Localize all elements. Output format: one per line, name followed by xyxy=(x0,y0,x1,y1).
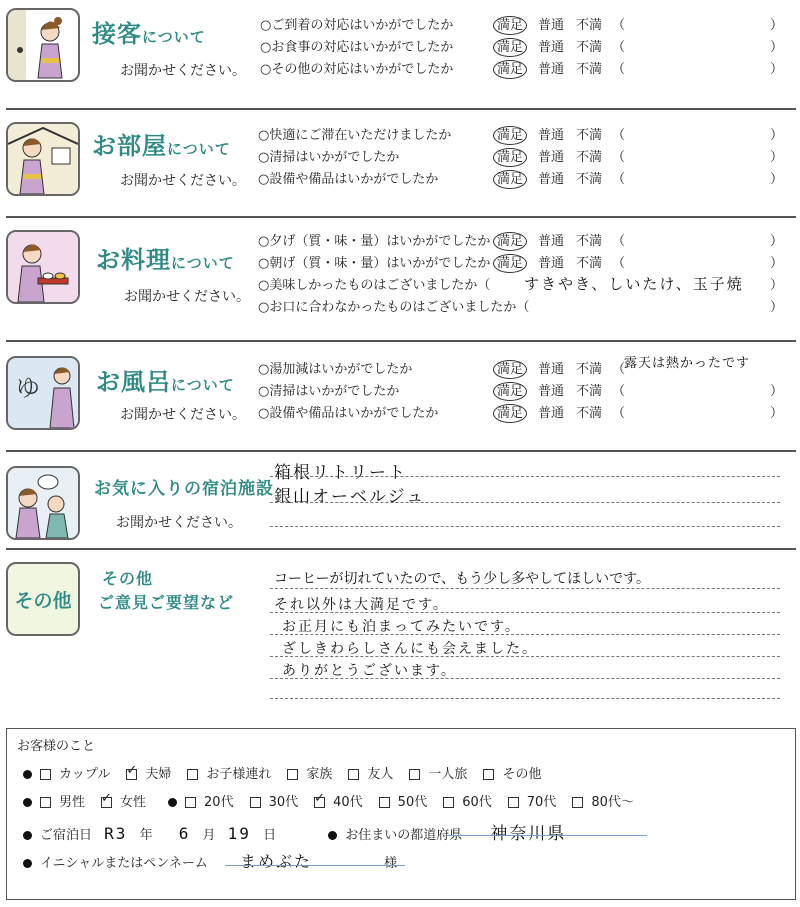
reception-illustration xyxy=(6,8,80,82)
option-label: 女性 xyxy=(120,795,147,810)
answer-line xyxy=(270,502,780,503)
open-paren: （ xyxy=(612,234,626,249)
checkbox-icon[interactable] xyxy=(40,797,51,808)
penname-underline xyxy=(225,865,405,866)
question-text: ○お口に合わなかったものはございましたか（ xyxy=(258,300,530,315)
option-label: 20代 xyxy=(204,795,234,810)
section-title-other: その他 xyxy=(102,569,154,588)
penname-value: まめぶた xyxy=(239,852,312,871)
section-subtitle: お聞かせください。 xyxy=(116,515,242,531)
open-paren: （ xyxy=(612,62,626,77)
rating-option-dissatisfied[interactable]: 不満 xyxy=(576,18,603,33)
age-option[interactable] xyxy=(379,795,436,810)
close-paren: ） xyxy=(770,300,784,315)
section-divider xyxy=(6,548,796,550)
year-unit: 年 xyxy=(139,828,153,843)
section-subtitle: お聞かせください。 xyxy=(124,289,250,305)
question-text: ○湯加減はいかがでしたか xyxy=(258,362,413,377)
handwritten-favorite-inn: 銀山オーベルジュ xyxy=(274,487,426,507)
close-paren: ） xyxy=(770,278,784,293)
age-option[interactable] xyxy=(508,795,565,810)
section-subtitle: お聞かせください。 xyxy=(120,407,246,423)
close-paren: ） xyxy=(770,234,784,249)
checkbox-icon[interactable] xyxy=(314,797,325,808)
rating-option-normal[interactable]: 普通 xyxy=(538,406,565,421)
close-paren: ） xyxy=(770,172,784,187)
stay-month: 6 xyxy=(178,824,191,843)
stay-date-row xyxy=(23,819,574,844)
answer-line xyxy=(270,678,780,679)
open-paren: （ xyxy=(612,406,626,421)
prefecture-label: お住まいの都道府県 xyxy=(345,828,463,843)
penname-label: イニシャルまたはペンネーム xyxy=(40,856,208,871)
open-paren: （ xyxy=(612,384,626,399)
stay-era: R3 xyxy=(104,824,128,843)
rating-option-normal[interactable]: 普通 xyxy=(538,172,565,187)
rating-option-satisfied[interactable]: 満足 xyxy=(498,358,522,377)
age-option[interactable] xyxy=(185,795,242,810)
section-subtitle: お聞かせください。 xyxy=(120,173,246,189)
favorite-inn-illustration xyxy=(6,466,80,540)
checkbox-icon[interactable] xyxy=(348,769,359,780)
checkbox-icon[interactable] xyxy=(409,769,420,780)
close-paren: ） xyxy=(770,18,784,33)
question-text: ○清掃はいかがでしたか xyxy=(258,384,400,399)
section-title-other-line2: ご意見ご要望など xyxy=(98,593,235,612)
companion-option[interactable] xyxy=(409,767,475,782)
companion-option[interactable] xyxy=(483,767,549,782)
gender-option[interactable] xyxy=(101,795,154,810)
close-paren: ） xyxy=(770,406,784,421)
checkbox-icon[interactable] xyxy=(126,769,137,780)
rating-option-normal[interactable]: 普通 xyxy=(538,384,565,399)
close-paren: ） xyxy=(770,128,784,143)
option-label: 40代 xyxy=(333,795,363,810)
rating-option-satisfied[interactable]: 満足 xyxy=(498,230,522,249)
question-text: ○清掃はいかがでしたか xyxy=(258,150,400,165)
question-text: ○美味しかったものはございましたか（ xyxy=(258,278,491,293)
checkbox-icon[interactable] xyxy=(185,797,196,808)
companion-option[interactable] xyxy=(40,767,118,782)
section-title-favorite-inn: お気に入りの宿泊施設 xyxy=(94,479,274,499)
section-title-room: お部屋について xyxy=(92,132,231,160)
checkbox-icon[interactable] xyxy=(187,769,198,780)
handwritten-bath-comment: 露天は熱かったです xyxy=(624,356,751,371)
open-paren: （ xyxy=(612,362,626,377)
rating-option-normal[interactable]: 普通 xyxy=(538,150,565,165)
close-paren: ） xyxy=(770,384,784,399)
customer-heading: お客様のこと xyxy=(17,739,96,754)
section-divider xyxy=(6,340,796,342)
handwritten-comment-line: ありがとうございます。 xyxy=(282,663,457,679)
name-suffix: 様 xyxy=(384,856,398,871)
rating-option-normal[interactable]: 普通 xyxy=(538,62,565,77)
meal-illustration xyxy=(6,230,80,304)
day-unit: 日 xyxy=(263,828,277,843)
rating-option-dissatisfied[interactable]: 不満 xyxy=(576,234,603,249)
open-paren: （ xyxy=(612,172,626,187)
answer-line xyxy=(270,526,780,527)
age-option[interactable] xyxy=(443,795,500,810)
stay-day: 19 xyxy=(227,824,251,843)
rating-option-dissatisfied[interactable]: 不満 xyxy=(576,150,603,165)
companion-option[interactable] xyxy=(126,767,179,782)
checkbox-icon[interactable] xyxy=(250,797,261,808)
open-paren: （ xyxy=(612,256,626,271)
question-text: ○お食事の対応はいかがでしたか xyxy=(260,40,454,55)
room-illustration xyxy=(6,122,80,196)
section-title-bath: お風呂について xyxy=(96,368,235,396)
close-paren: ） xyxy=(770,256,784,271)
checkbox-icon[interactable] xyxy=(40,769,51,780)
section-subtitle: お聞かせください。 xyxy=(120,63,246,79)
bath-sign-text: ゆ xyxy=(16,374,40,402)
rating-option-dissatisfied[interactable]: 不満 xyxy=(576,362,603,377)
open-paren: （ xyxy=(612,128,626,143)
option-label: 30代 xyxy=(268,795,299,810)
checkbox-icon[interactable] xyxy=(483,769,494,780)
rating-option-dissatisfied[interactable]: 不満 xyxy=(576,128,603,143)
checkbox-icon[interactable] xyxy=(443,797,454,808)
answer-line xyxy=(270,634,780,635)
month-unit: 月 xyxy=(202,828,216,843)
rating-option-normal[interactable]: 普通 xyxy=(538,18,565,33)
rating-option-normal[interactable]: 普通 xyxy=(538,234,565,249)
rating-option-dissatisfied[interactable]: 不満 xyxy=(576,62,603,77)
gender-option[interactable] xyxy=(40,795,93,810)
handwritten-comment-line: お正月にも泊まってみたいです。 xyxy=(282,619,521,635)
gender-age-row xyxy=(23,791,650,810)
age-option[interactable] xyxy=(572,795,642,810)
answer-line xyxy=(270,656,780,657)
checkbox-icon[interactable] xyxy=(508,797,519,808)
handwritten-answer-favorite-food: すきやき、しいたけ、玉子焼 xyxy=(524,275,744,293)
age-option[interactable] xyxy=(250,795,307,810)
option-label: 80代〜 xyxy=(591,795,634,810)
answer-line xyxy=(270,476,780,477)
section-title-reception: 接客について xyxy=(92,20,206,48)
rating-option-dissatisfied[interactable]: 不満 xyxy=(576,406,603,421)
rating-option-satisfied[interactable]: 満足 xyxy=(498,58,522,77)
other-section-icon xyxy=(6,562,80,636)
checkbox-icon[interactable] xyxy=(101,797,112,808)
close-paren: ） xyxy=(770,150,784,165)
companion-option[interactable] xyxy=(348,767,401,782)
checkbox-icon[interactable] xyxy=(287,769,298,780)
checkbox-icon[interactable] xyxy=(379,797,390,808)
prefecture-underline xyxy=(447,835,647,836)
rating-option-dissatisfied[interactable]: 不満 xyxy=(576,384,603,399)
option-label: 70代 xyxy=(526,795,557,810)
question-text: ○設備や備品はいかがでしたか xyxy=(258,172,439,187)
section-divider xyxy=(6,216,796,218)
rating-option-satisfied[interactable]: 満足 xyxy=(498,402,522,421)
option-label: 一人旅 xyxy=(428,767,468,782)
rating-option-dissatisfied[interactable]: 不満 xyxy=(576,40,603,55)
checkbox-icon[interactable] xyxy=(572,797,583,808)
rating-option-normal[interactable]: 普通 xyxy=(538,256,565,271)
prefecture-value: 神奈川県 xyxy=(490,824,567,844)
stay-date-label: ご宿泊日 xyxy=(40,828,93,843)
option-label: お子様連れ xyxy=(206,767,272,782)
rating-option-satisfied[interactable]: 満足 xyxy=(498,252,522,271)
section-divider xyxy=(6,450,796,452)
companion-option[interactable] xyxy=(187,767,279,782)
answer-line xyxy=(270,698,780,699)
question-text: ○ご到着の対応はいかがでしたか xyxy=(260,18,454,33)
handwritten-comment-line: ざしきわらしさんにも会えました。 xyxy=(282,641,538,657)
option-label: 家族 xyxy=(306,767,333,782)
handwritten-favorite-inn: 箱根リトリート xyxy=(274,463,407,483)
question-text: ○設備や備品はいかがでしたか xyxy=(258,406,439,421)
answer-line xyxy=(270,612,780,613)
question-text: ○朝げ（質・味・量）はいかがでしたか xyxy=(258,256,491,271)
open-paren: （ xyxy=(612,40,626,55)
rating-option-normal[interactable]: 普通 xyxy=(538,128,565,143)
option-label: その他 xyxy=(502,767,542,782)
rating-option-satisfied[interactable]: 満足 xyxy=(498,14,522,33)
rating-option-satisfied[interactable]: 満足 xyxy=(498,124,522,143)
option-label: 50代 xyxy=(397,795,428,810)
question-text: ○夕げ（質・味・量）はいかがでしたか xyxy=(258,234,491,249)
close-paren: ） xyxy=(770,62,784,77)
bath-illustration xyxy=(6,356,80,430)
close-paren: ） xyxy=(770,40,784,55)
companion-row xyxy=(23,763,557,782)
rating-option-satisfied[interactable]: 満足 xyxy=(498,146,522,165)
rating-option-satisfied[interactable]: 満足 xyxy=(498,168,522,187)
rating-option-normal[interactable]: 普通 xyxy=(538,362,565,377)
handwritten-comment-line: それ以外は大満足です。 xyxy=(274,597,449,613)
question-text: ○その他の対応はいかがでしたか xyxy=(260,62,454,77)
open-paren: （ xyxy=(612,150,626,165)
option-label: 男性 xyxy=(59,795,86,810)
section-title-meal: お料理について xyxy=(96,246,235,274)
age-option[interactable] xyxy=(314,795,371,810)
rating-option-dissatisfied[interactable]: 不満 xyxy=(576,256,603,271)
rating-option-satisfied[interactable]: 満足 xyxy=(498,36,522,55)
penname-row xyxy=(23,849,405,872)
companion-option[interactable] xyxy=(287,767,340,782)
section-divider xyxy=(6,108,796,110)
open-paren: （ xyxy=(612,18,626,33)
rating-option-normal[interactable]: 普通 xyxy=(538,40,565,55)
option-label: カップル xyxy=(59,767,111,782)
answer-line xyxy=(270,588,780,589)
other-icon-label: その他 xyxy=(14,590,72,612)
question-text: ○快適にご滞在いただけましたか xyxy=(258,128,452,143)
option-label: 夫婦 xyxy=(145,767,172,782)
rating-option-dissatisfied[interactable]: 不満 xyxy=(576,172,603,187)
rating-option-satisfied[interactable]: 満足 xyxy=(498,380,522,399)
option-label: 友人 xyxy=(367,767,394,782)
handwritten-comment-line: コーヒーが切れていたので、もう少し多やしてほしいです。 xyxy=(274,571,651,587)
option-label: 60代 xyxy=(462,795,492,810)
customer-info-box xyxy=(6,728,796,900)
